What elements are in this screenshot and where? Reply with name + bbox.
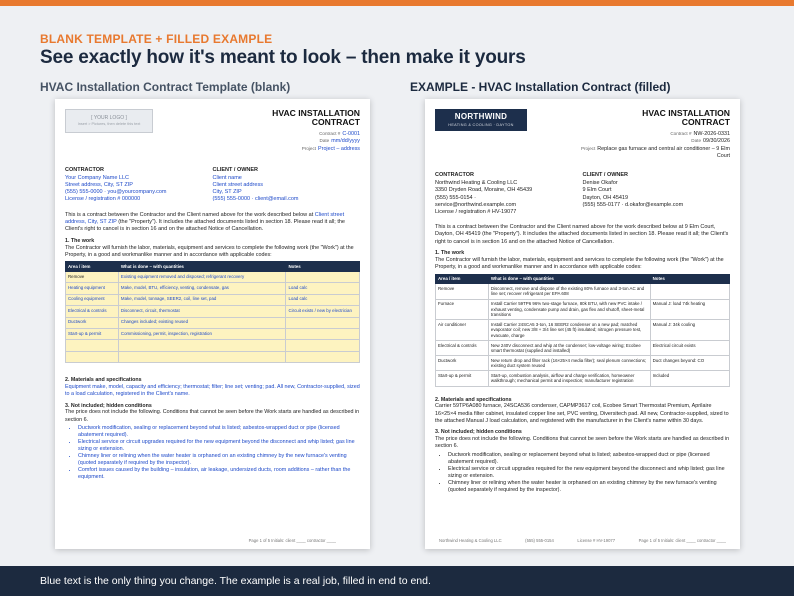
client-line: 9 Elm Court	[582, 187, 612, 194]
doc-title-line1: HVAC INSTALLATION	[642, 108, 730, 118]
table-row	[66, 351, 360, 362]
contractor-line: (555) 555-0000 · you@yourcompany.com	[65, 189, 167, 196]
work-table	[65, 261, 360, 363]
table-row: Start-up & permit Commissioning, permit, inspection, registration	[66, 328, 360, 339]
doc-title-line2: CONTRACT	[311, 117, 360, 128]
section-materials-text: Carrier 59TP6A080 furnace, 24SCA536 condenser, CAPMP3617 coil, Ecobee Smart Thermostat Premium, Aprilaire 16×25×4 media filter cabinet, insulated copper line set, PVC venting, Diversitech pad. All new, Contractor-supplied, sized to the attached Manual J load calculation, and registered with the manufacturer in the Client's name within 30 days.	[435, 403, 729, 424]
client-heading: CLIENT / OWNER	[212, 166, 259, 173]
company-logo	[435, 109, 527, 131]
list-item: • Chimney liner or relining when the water heater is orphaned on an existing chimney by the new furnace's venting (quoted separately if required by the inspector).	[448, 480, 730, 494]
contract-number-label: Contract #	[670, 130, 692, 136]
table-header: Notes	[650, 274, 729, 284]
section-materials-heading: 2. Materials and specifications	[65, 377, 142, 384]
filled-contract-page	[425, 99, 740, 549]
intro-paragraph: This is a contract between the Contractor and the Client named above for the work described below at Client street address, City, ST ZIP (the "Property"). It includes the attached documents listed in section 18. Please read it all; the Client's right to cancel is in section 16 and on the attached Notice of Cancellation.	[65, 211, 345, 233]
footer-phone: (555) 555-0154	[525, 537, 554, 543]
contract-number: C-0001	[342, 130, 360, 137]
date-label: Date	[319, 138, 330, 144]
list-item: • Ductwork modification, sealing or replacement beyond what is listed; asbestos-wrapped duct or pipe (licensed abatement required).	[448, 452, 730, 466]
list-item: • Ductwork modification, sealing or replacement beyond what is listed; asbestos-wrapped duct or pipe (licensed abatement required).	[78, 425, 360, 439]
page-footer: Page 1 of 5 Initials: client ____ contractor ____	[248, 537, 336, 543]
client-line: City, ST ZIP	[212, 189, 242, 196]
table-row: Ductwork Changes included; existing reused	[66, 317, 360, 328]
contract-number: NW-2026-0331	[693, 130, 730, 137]
table-row: Ductwork New return drop and filter rack (16×25×4 media filter); seal plenum connections; existing duct system reused Duct changes beyond: CO	[436, 356, 730, 371]
contractor-heading: CONTRACTOR	[65, 166, 105, 173]
filled-label: EXAMPLE - HVAC Installation Contract (filled)	[410, 80, 671, 94]
contractor-line: License / registration # 000000	[65, 196, 141, 203]
section-exclusions-text: The price does not include the following. Conditions that cannot be seen before the Work starts are handled as described in section 6.	[435, 436, 730, 450]
client-block	[583, 172, 731, 216]
page-footer	[439, 538, 726, 543]
list-item: • Electrical service or circuit upgrades required for the new equipment beyond the disconnect and whip listed; gas line sizing or extension.	[78, 439, 360, 453]
table-row: Cooling equipment Make, model, tonnage, SEER2, coil, line set, pad Load calc	[66, 294, 360, 305]
table-row: Heating equipment Make, model, BTU, efficiency, venting, condensate, gas Load calc	[66, 283, 360, 294]
client-block	[213, 167, 361, 204]
table-header: What is done – with quantities	[488, 274, 650, 284]
client-line: (555) 555-0000 · client@email.com	[212, 196, 299, 203]
logo-placeholder-hint: Insert > Pictures, then delete this text	[77, 121, 141, 126]
contractor-line: Street address, City, ST ZIP	[65, 182, 133, 189]
list-item: • Chimney liner or relining when the water heater is orphaned on an existing chimney by the new furnace's venting (quoted separately if required by the inspector).	[78, 453, 360, 467]
client-heading: CLIENT / OWNER	[582, 172, 629, 179]
table-row: Start-up & permit Start-up, combustion analysis, airflow and charge verification, homeowner walkthrough; mechanical permit and inspection; manufacturer registration Included	[436, 371, 730, 386]
exclusions-list	[78, 425, 360, 481]
section-work-heading: 1. The work	[435, 250, 465, 257]
section-materials-text: Equipment make, model, capacity and efficiency; thermostat; filter; line set; venting; pad. All new, Contractor-supplied, sized to a load calculation, registered in the Client's name.	[65, 383, 360, 398]
contractor-line: service@northwind.example.com	[435, 201, 517, 208]
project-label: Project	[580, 145, 596, 151]
project-value: Replace gas furnace and central air conditioner – 9 Elm Court	[597, 145, 730, 159]
contractor-line: (555) 555-0154 ·	[435, 194, 476, 201]
contract-number-label: Contract #	[319, 130, 341, 136]
table-header: Area / item	[66, 262, 119, 272]
table-header: What is done – with quantities	[118, 262, 286, 272]
client-line: (555) 555-0177 · d.okafor@example.com	[582, 201, 684, 208]
project-value: Project – address	[318, 145, 360, 152]
company-logo-name: NORTHWIND	[454, 112, 508, 122]
contractor-block	[65, 167, 213, 204]
client-line: Client name	[212, 174, 242, 181]
list-item: • Electrical service or circuit upgrades required for the new equipment beyond the disconnect and whip listed; gas line sizing or extension.	[448, 466, 730, 480]
intro-paragraph: This is a contract between the Contractor and the Client named above for the work described below at 9 Elm Court, Dayton, OH 45419 (the "Property"). It includes the attached documents listed in section 18. Please read it all; the Client's right to cancel is in section 16 and on the attached Notice of Cancellation.	[435, 223, 729, 245]
section-work-heading: 1. The work	[65, 237, 95, 244]
footer-license: License # HV-19077	[577, 537, 616, 543]
client-line: Denise Okafor	[582, 180, 618, 187]
table-row: Remove Existing equipment removed and disposed; refrigerant recovery	[66, 271, 360, 282]
contractor-heading: CONTRACTOR	[435, 172, 475, 179]
blank-contract-page	[55, 99, 370, 549]
logo-placeholder-text: [ YOUR LOGO ]	[91, 115, 127, 122]
doc-title-line2: CONTRACT	[681, 117, 730, 128]
contractor-block	[435, 172, 583, 216]
contractor-line: Your Company Name LLC	[65, 174, 129, 181]
accent-stripe	[0, 0, 794, 6]
exclusions-list	[448, 452, 730, 494]
footer-page: Page 1 of 5 Initials: client ____ contractor ____	[638, 537, 726, 543]
contract-date: mm/dd/yyyy	[331, 138, 360, 145]
section-materials-heading: 2. Materials and specifications	[435, 396, 512, 403]
contractor-line: License / registration # HV-19077	[435, 208, 517, 215]
doc-title-line1: HVAC INSTALLATION	[272, 108, 360, 118]
list-item: • Comfort issues caused by the building – insulation, air leakage, undersized ducts, room additions – rather than the equipment.	[78, 467, 360, 481]
client-line: Client street address	[212, 182, 263, 189]
work-table	[435, 274, 730, 387]
client-line: Dayton, OH 45419	[582, 194, 629, 201]
project-label: Project	[301, 145, 317, 151]
company-logo-tagline: HEATING & COOLING · DAYTON	[448, 122, 514, 127]
blank-label: HVAC Installation Contract Template (blank)	[40, 80, 291, 94]
date-label: Date	[691, 138, 702, 144]
table-row: Remove Disconnect, remove and dispose of the existing 80% furnace and 3-ton AC and line set; recover refrigerant per EPA 608	[436, 284, 730, 299]
contract-date: 09/30/2026	[703, 138, 730, 145]
table-row: Electrical & controls Disconnect, circuit, thermostat Circuit exists / new by electrician	[66, 306, 360, 317]
headline: See exactly how it's meant to look – then make it yours	[40, 47, 526, 68]
section-exclusions-text: The price does not include the following. Conditions that cannot be seen before the Work starts are handled as described in section 6.	[65, 409, 360, 423]
footer-band-text: Blue text is the only thing you change. The example is a real job, filled in end to end.	[40, 575, 431, 587]
table-row: Furnace Install Carrier 59TP6 96% two-stage furnace, 80k BTU, with new PVC intake / exhaust venting, condensate pump and drain, gas flex and shutoff, sheet-metal transitions Manual J: load 74k heating	[436, 299, 730, 320]
table-header: Notes	[286, 262, 360, 272]
logo-placeholder	[65, 109, 153, 133]
section-exclusions-heading: 3. Not included; hidden conditions	[435, 429, 522, 436]
table-row: Air conditioner Install Carrier 24SCA5 3-ton, 16 SEER2 condenser on a new pad; matched evaporator coil; new 3/8 + 3/4 line set (45 ft) insulated; nitrogen pressure test, evacuate, charge Manual J: 34k cooling	[436, 320, 730, 341]
eyebrow: BLANK TEMPLATE + FILLED EXAMPLE	[40, 32, 273, 46]
section-work-text: The Contractor will furnish the labor, materials, equipment and services to complete the following work (the "Work") at the Property, in a good and workmanlike manner and in accordance with applicable codes:	[65, 244, 354, 258]
table-row	[66, 340, 360, 351]
footer-band	[0, 566, 794, 596]
table-header: Area / item	[436, 274, 489, 284]
contractor-line: 3350 Dryden Road, Moraine, OH 45439	[435, 187, 533, 194]
section-exclusions-heading: 3. Not included; hidden conditions	[65, 402, 152, 409]
table-row: Electrical & controls New 240V disconnect and whip at the condenser; low-voltage wiring; Ecobee smart thermostat (supplied and installed) Electrical circuit exists	[436, 340, 730, 355]
section-work-text: The Contractor will furnish the labor, materials, equipment and services to complete the following work (the "Work") at the Property, in a good and workmanlike manner and in accordance with applicable codes:	[435, 257, 724, 271]
footer-company: Northwind Heating & Cooling LLC	[439, 537, 502, 543]
contractor-line: Northwind Heating & Cooling LLC	[435, 180, 518, 187]
